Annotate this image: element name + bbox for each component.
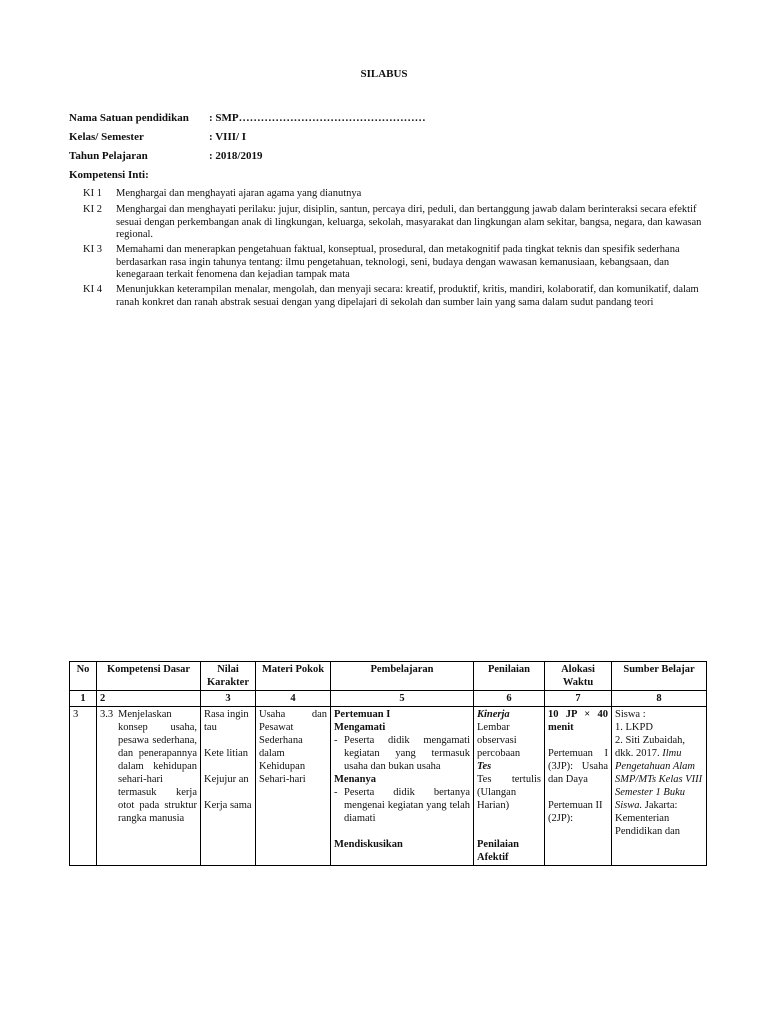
ki-text: Menunjukkan keterampilan menalar, mengolah, dan menyaji secara: kreatif, produktif, kritis, mandiri, kolaboratif, dan komunikatif, dalam ranah konkret dan ranah abstrak sesuai dengan yang dipelajari di sekolah dan sumber lain yang sama dalam sudut pandang teori (116, 284, 699, 308)
nilai-item: Rasa ingin tau (204, 709, 249, 733)
mengamati-item (334, 734, 470, 773)
penilaian-afektif-label: Penilaian Afektif (477, 839, 520, 863)
column-number-row (70, 691, 707, 707)
kompetensi-inti-heading: Kompetensi Inti: (69, 169, 149, 181)
pertemuan-1-label: Pertemuan I (334, 709, 391, 720)
column-number: 8 (612, 691, 707, 707)
header-alokasi-waktu: Alokasi Waktu (545, 662, 612, 691)
mengamati-label: Mengamati (334, 722, 386, 733)
table-header-row (70, 662, 707, 691)
ki-item (83, 284, 708, 309)
table-row (70, 707, 707, 866)
ki-item (83, 188, 708, 201)
penilaian-cell (474, 707, 545, 866)
ki-code: KI 2 (83, 204, 102, 215)
ki-code: KI 3 (83, 244, 102, 255)
tes-text: Tes tertulis (Ulangan Harian) (477, 774, 541, 811)
meta-value: : 2018/2019 (209, 150, 263, 162)
meta-row-tahun (69, 150, 262, 162)
column-number: 7 (545, 691, 612, 707)
meta-label: Nama Satuan pendidikan (69, 112, 189, 124)
header-nilai-karakter: Nilai Karakter (201, 662, 256, 691)
kd-text: Menjelaskan konsep usaha, pesawa sederhana, dan penerapannya dalam kehidupan sehari-hari termasuk kerja otot pada struktur rangka manusia (118, 709, 197, 824)
ki-text: Memahami dan menerapkan pengetahuan faktual, konseptual, prosedural, dan metakognitif pada tingkat teknis dan spesifik sederhana berdasarkan rasa ingin tahunya tentang: ilmu pengetahuan, teknologi, seni, budaya dengan wawasan kemanusiaan, kebangsaan, dan kenegaraan terkait fenomena dan kejadian tampak mata (116, 244, 680, 281)
ki-item (83, 204, 708, 242)
meta-label: Kelas/ Semester (69, 131, 144, 143)
ki-text: Menghargai dan menghayati ajaran agama yang dianutnya (116, 188, 362, 199)
nilai-item: Kejujur an (204, 774, 249, 785)
header-sumber-belajar: Sumber Belajar (612, 662, 707, 691)
sumber-author: 2. Siti Zubaidah, dkk. 2017. (615, 735, 685, 759)
header-materi-pokok: Materi Pokok (256, 662, 331, 691)
materi-pokok-cell: Usaha dan Pesawat Sederhana dalam Kehidupan Sehari-hari (256, 707, 331, 866)
pertemuan-1-alokasi: Pertemuan I (3JP): Usaha dan Daya (548, 748, 608, 785)
ki-code: KI 4 (83, 284, 102, 295)
kd-number: 3.3 (100, 709, 114, 720)
document-title: SILABUS (360, 68, 408, 80)
alokasi-waktu-cell (545, 707, 612, 866)
ki-text: Menghargai dan menghayati perilaku: jujur, disiplin, santun, percaya diri, peduli, dan bertanggung jawab dalam berinteraksi secara efektif sesuai dengan perkembangan anak di lingkungan, keluarga, sekolah, masyarakat dan lingkungan alam sekitar, bangsa, negara, dan kawasan regional. (116, 204, 702, 241)
total-jp: 10 JP × 40 menit (548, 709, 608, 733)
kinerja-text: Lembar observasi percobaan (477, 722, 521, 759)
column-number: 1 (70, 691, 97, 707)
nilai-item: Kete litian (204, 748, 249, 759)
header-pembelajaran: Pembelajaran (331, 662, 474, 691)
sumber-belajar-cell (612, 707, 707, 866)
tes-label: Tes (477, 761, 492, 772)
row-no: 3 (70, 707, 97, 866)
column-number: 4 (256, 691, 331, 707)
dash-bullet: - (334, 787, 338, 798)
column-number: 2 (97, 691, 201, 707)
meta-value: : SMP…………………………………………… (209, 112, 426, 124)
meta-label: Tahun Pelajaran (69, 150, 148, 162)
menanya-item (334, 786, 470, 825)
menanya-label: Menanya (334, 774, 376, 785)
silabus-table (69, 661, 707, 866)
meta-value: : VIII/ I (209, 131, 247, 143)
kinerja-label: Kinerja (477, 709, 510, 720)
sumber-item: 1. LKPD (615, 722, 653, 733)
kompetensi-dasar-cell (97, 707, 201, 866)
meta-row-kelas (69, 131, 246, 143)
ki-code: KI 1 (83, 188, 102, 199)
header-penilaian: Penilaian (474, 662, 545, 691)
mengamati-text: Peserta didik mengamati kegiatan yang termasuk usaha dan bukan usaha (344, 735, 470, 772)
dash-bullet: - (334, 735, 338, 746)
nilai-karakter-cell (201, 707, 256, 866)
menanya-text: Peserta didik bertanya mengenai kegiatan yang telah diamati (344, 787, 470, 824)
sumber-publisher: Jakarta: Kementerian Pendidikan dan (615, 800, 681, 837)
pertemuan-2-alokasi: Pertemuan II (2JP): (548, 800, 603, 824)
nilai-item: Kerja sama (204, 800, 252, 811)
header-kompetensi-dasar: Kompetensi Dasar (97, 662, 201, 691)
siswa-label: Siswa : (615, 709, 646, 720)
column-number: 6 (474, 691, 545, 707)
column-number: 5 (331, 691, 474, 707)
sumber-item-2 (615, 734, 703, 838)
pembelajaran-cell (331, 707, 474, 866)
mendiskusikan-label: Mendiskusikan (334, 839, 403, 850)
meta-row-satuan (69, 112, 426, 124)
column-number: 3 (201, 691, 256, 707)
ki-item (83, 244, 708, 282)
sumber-book-title: Ilmu Pengetahuan Alam SMP/MTs Kelas VIII Semester 1 Buku Siswa. (615, 748, 703, 811)
header-no: No (70, 662, 97, 691)
